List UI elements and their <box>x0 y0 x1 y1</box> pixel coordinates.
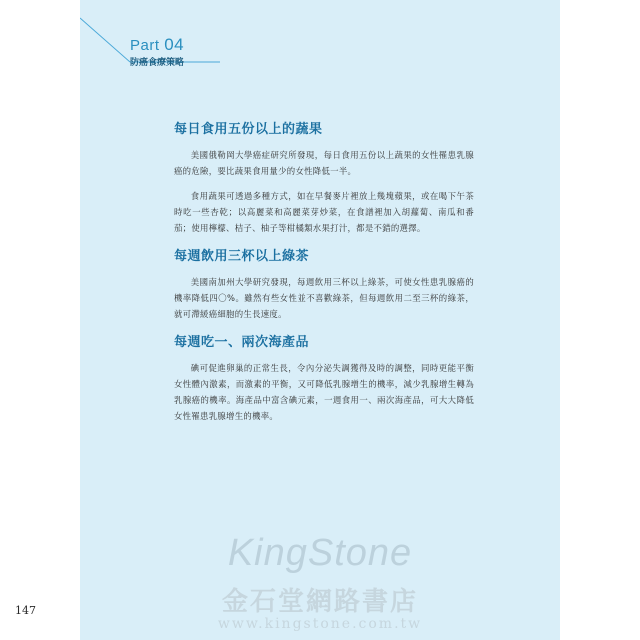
section-title: 每週吃一、兩次海產品 <box>174 335 310 350</box>
watermark-url: www.kingstone.com.tw <box>217 616 423 632</box>
part-number: 04 <box>164 35 185 54</box>
paragraph: 美國俄勒岡大學癌症研究所發現，每日食用五份以上蔬果的女性罹患乳腺癌的危險，要比蔬果食用量少的女性降低一半。 <box>174 150 474 176</box>
section-seafood <box>174 331 474 424</box>
book-page <box>80 0 560 640</box>
part-subtitle: 防癌食療策略 <box>130 58 185 68</box>
section-title: 每週飲用三杯以上綠茶 <box>174 249 310 264</box>
watermark-chinese: 金石堂網路書店 <box>221 587 418 617</box>
paragraph: 美國南加州大學研究發現，每週飲用三杯以上綠茶，可使女性患乳腺癌的機率降低四〇%。雖然有些女性並不喜歡綠茶，但每週飲用二至三杯的綠茶，就可滯緩癌細胞的生長速度。 <box>174 277 474 319</box>
section-vegetables <box>174 118 474 236</box>
section-title: 每日食用五份以上的蔬果 <box>174 122 323 137</box>
article-body <box>174 118 474 433</box>
section-green-tea <box>174 245 474 322</box>
page-number: 147 <box>15 604 36 617</box>
paragraph: 食用蔬果可透過多種方式，如在早餐麥片裡放上幾塊蘋果，或在喝下午茶時吃一些杏乾；以高麗菜和高麗菜芽炒菜，在食譜裡加入胡蘿蔔、南瓜和番茄；使用檸檬、桔子、柚子等柑橘類水果打汁，都是不錯的選擇。 <box>174 191 474 233</box>
watermark-logo: KingStone <box>227 532 413 574</box>
part-label <box>130 35 184 55</box>
part-word: Part <box>130 37 160 54</box>
paragraph: 碘可促進卵巢的正常生長，令內分泌失調獲得及時的調整，同時更能平衡女性體內激素，而激素的平衡，又可降低乳腺增生的機率，減少乳腺增生轉為乳腺癌的機率。海產品中富含碘元素，一週食用一、兩次海產品，可大大降低女性罹患乳腺增生的機率。 <box>174 363 474 421</box>
